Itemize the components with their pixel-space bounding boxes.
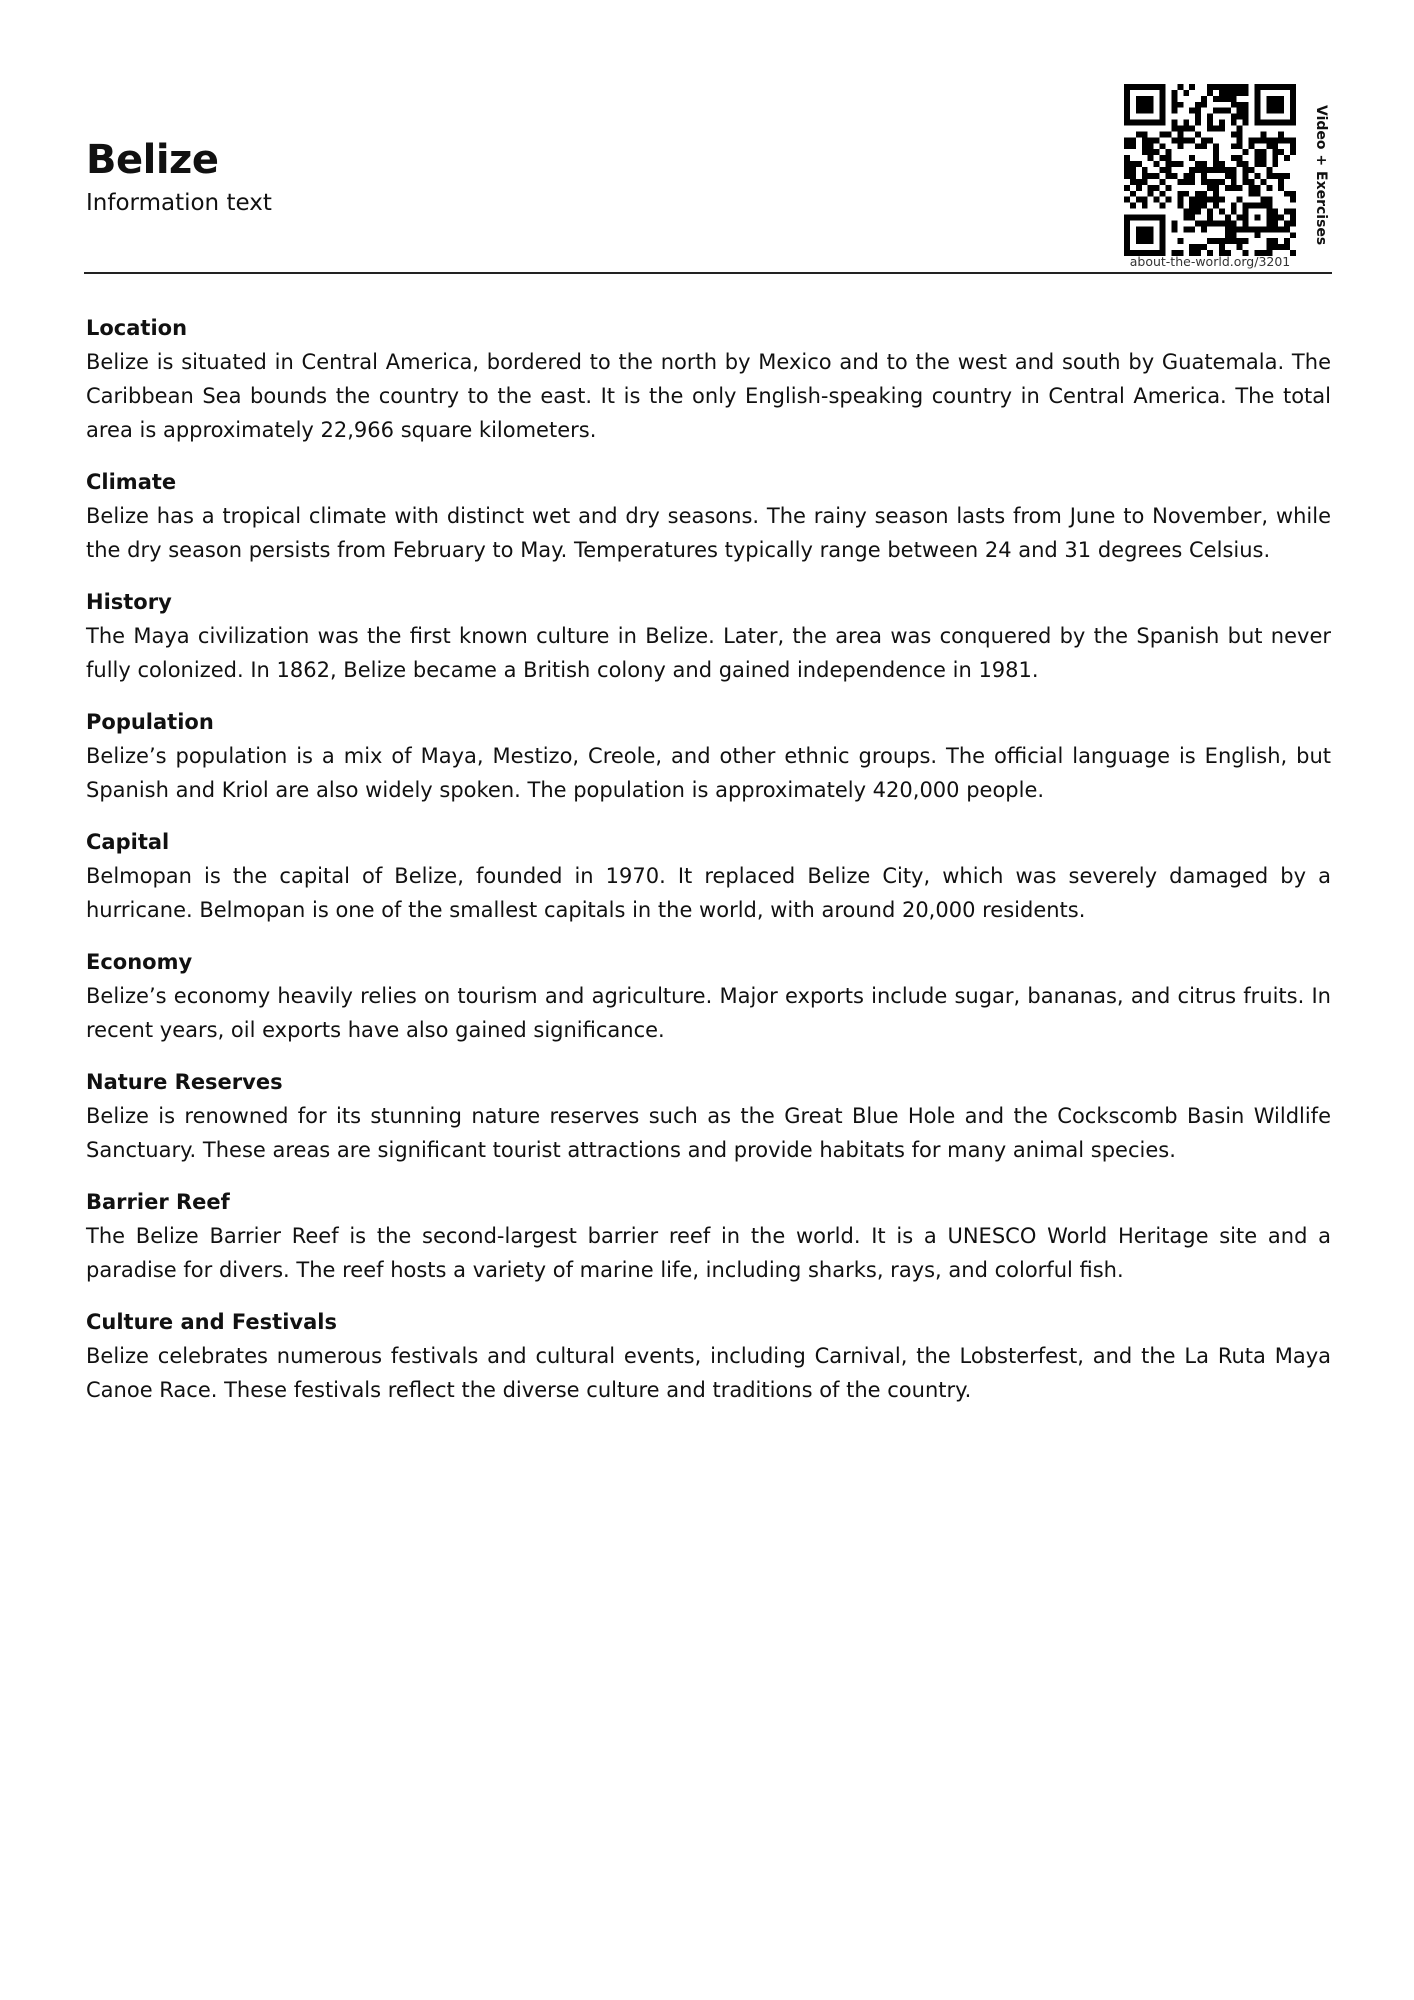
section-economy bbox=[86, 945, 1331, 1047]
section-text: The Maya civilization was the first known culture in Belize. Later, the area was conquered by the Spanish but never fully colonized. In 1862, Belize became a British colony and gained independence in 1981. bbox=[86, 624, 1331, 682]
section-heading: Barrier Reef bbox=[86, 1190, 230, 1214]
section-heading: Culture and Festivals bbox=[86, 1310, 337, 1334]
section-text: Belmopan is the capital of Belize, founded in 1970. It replaced Belize City, which was severely damaged by a hurricane. Belmopan is one of the smallest capitals in the world, with around 20,000 residents. bbox=[86, 864, 1331, 922]
section-text: Belize is situated in Central America, bordered to the north by Mexico and to the west and south by Guatemala. The Caribbean Sea bounds the country to the east. It is the only English-speaking country in Central America. The total area is approximately 22,966 square kilometers. bbox=[86, 350, 1331, 442]
section-culture-and-festivals bbox=[86, 1305, 1331, 1407]
section-text: Belize’s population is a mix of Maya, Mestizo, Creole, and other ethnic groups. The official language is English, but Spanish and Kriol are also widely spoken. The population is approximately 420,000 people. bbox=[86, 744, 1331, 802]
page-subtitle: Information text bbox=[86, 190, 272, 216]
section-heading: Nature Reserves bbox=[86, 1070, 283, 1094]
section-text: Belize has a tropical climate with distinct wet and dry seasons. The rainy season lasts from June to November, while the dry season persists from February to May. Temperatures typically range between 24 and 31 degrees Celsius. bbox=[86, 504, 1331, 562]
section-capital bbox=[86, 825, 1331, 927]
qr-side-label: Video + Exercises bbox=[1313, 105, 1329, 246]
page-title: Belize bbox=[86, 137, 219, 183]
qr-url-link[interactable]: about-the-world.org/3201 bbox=[1129, 254, 1291, 269]
section-heading: Location bbox=[86, 316, 188, 340]
qr-code-graphic bbox=[1124, 84, 1296, 256]
section-text: Belize’s economy heavily relies on tourism and agriculture. Major exports include sugar, bananas, and citrus fruits. In recent years, oil exports have also gained significance. bbox=[86, 984, 1331, 1042]
section-climate bbox=[86, 465, 1331, 567]
section-heading: Population bbox=[86, 710, 214, 734]
section-location bbox=[86, 311, 1331, 447]
section-barrier-reef bbox=[86, 1185, 1331, 1287]
section-heading: History bbox=[86, 590, 172, 614]
section-heading: Capital bbox=[86, 830, 170, 854]
section-history bbox=[86, 585, 1331, 687]
section-text: The Belize Barrier Reef is the second-largest barrier reef in the world. It is a UNESCO World Heritage site and a paradise for divers. The reef hosts a variety of marine life, including sharks, rays, and colorful fish. bbox=[86, 1224, 1331, 1282]
qr-code-icon[interactable] bbox=[1124, 84, 1296, 256]
section-text: Belize is renowned for its stunning nature reserves such as the Great Blue Hole and the Cockscomb Basin Wildlife Sanctuary. These areas are significant tourist attractions and provide habitats for many animal species. bbox=[86, 1104, 1331, 1162]
section-text: Belize celebrates numerous festivals and cultural events, including Carnival, the Lobsterfest, and the La Ruta Maya Canoe Race. These festivals reflect the diverse culture and traditions of the country. bbox=[86, 1344, 1331, 1402]
section-nature-reserves bbox=[86, 1065, 1331, 1167]
section-population bbox=[86, 705, 1331, 807]
section-heading: Economy bbox=[86, 950, 193, 974]
sections-container bbox=[86, 311, 1331, 1425]
header-divider bbox=[84, 272, 1332, 274]
section-heading: Climate bbox=[86, 470, 177, 494]
